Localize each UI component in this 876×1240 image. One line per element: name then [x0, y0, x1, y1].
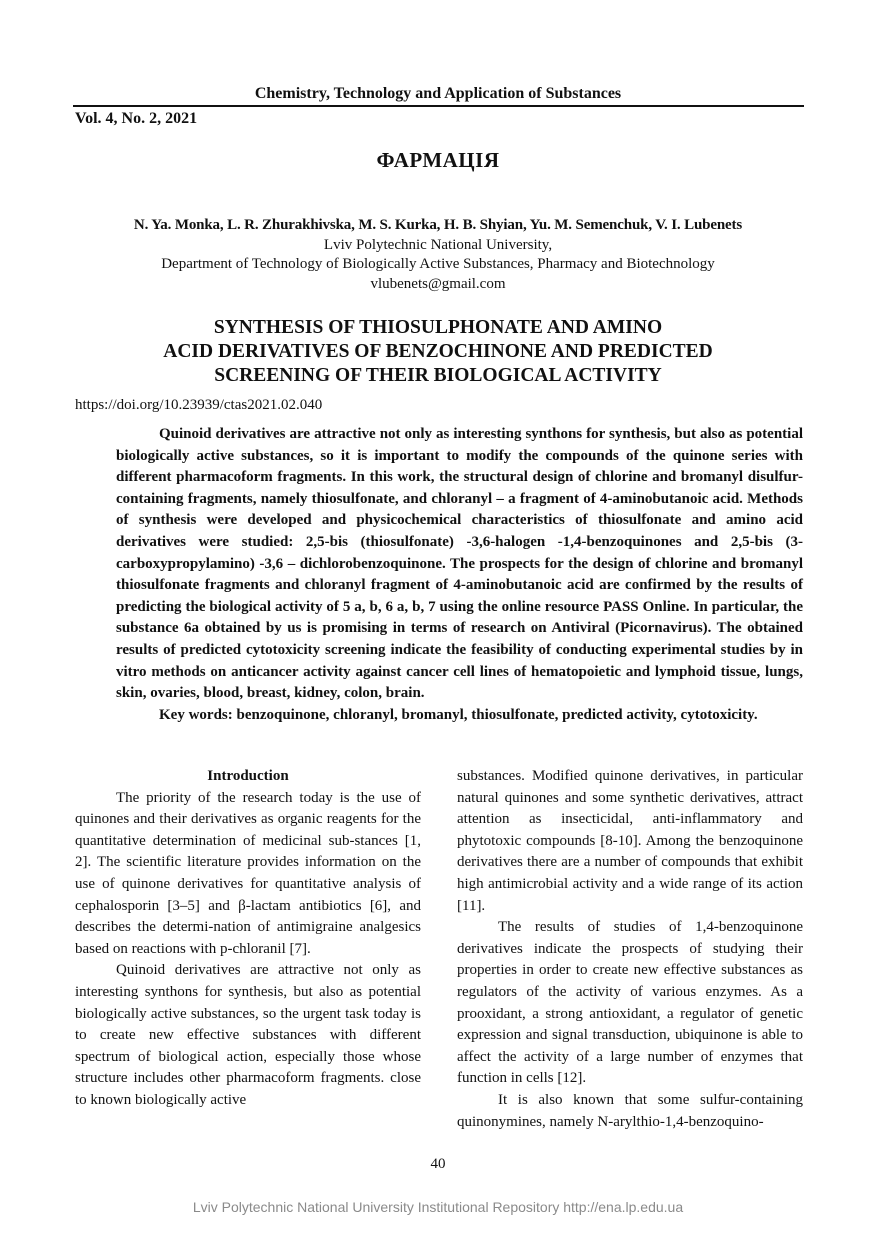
header-divider	[73, 105, 804, 107]
abstract	[116, 424, 803, 726]
paper-title-line: SCREENING OF THEIR BIOLOGICAL ACTIVITY	[214, 365, 662, 386]
volume-issue: Vol. 4, No. 2, 2021	[75, 110, 198, 127]
body-paragraph: substances. Modified quinone derivatives, in particular natural quinones and some synthetic derivatives, attract attention as insecticidal, anti-inflammatory and phytotoxic compounds [8-10]. Among the benzoquinone derivatives there are a number of compounds that exhibit high antimicrobial activity and a wide range of its action [11].	[457, 768, 803, 914]
doi	[75, 395, 322, 415]
left-column	[75, 766, 421, 1112]
abstract-text: Quinoid derivatives are attractive not only as interesting synthons for synthesis, but also as potential biologically active substances, so it is important to modify the compounds of the quinone series with different pharmacoform fragments. In this work, the structural design of chlorine and bromanyl disulfur-containing fragments, namely thiosulfonate, and chloranyl – a fragment of 4-aminobutanoic acid. Methods of synthesis were developed and physicochemical characteristics of thiosulfonate and amino acid derivatives were studied: 2,5-bis (thiosulfonate) -3,6-halogen -1,4-benzoquinones and 2,5-bis (3-carboxypropylamino) -3,6 – dichlorobenzoquinone. The prospects for the design of chlorine and bromanyl thiosulfonate fragments and chloranyl fragment of 4-aminobutanoic acid are confirmed by the results of predicting the biological activity of 5 a, b, 6 a, b, 7 using the online resource PASS Online. In particular, the substance 6a obtained by us is promising in terms of research on Antiviral (Picornavirus). The obtained results of predicted cytotoxicity screening indicate the feasibility of conducting experimental studies by in vitro methods on anticancer activity against cancer cell lines of hematopoietic and lymphoid tissue, lungs, skin, ovaries, blood, breast, kidney, colon, brain.	[116, 426, 803, 702]
body-paragraph: It is also known that some sulfur-containing quinonymines, namely N-arylthio-1,4-benzoquino-	[457, 1091, 803, 1130]
introduction-heading: Introduction	[207, 768, 289, 784]
paper-title-line: ACID DERIVATIVES OF BENZOCHINONE AND PREDICTED	[163, 341, 713, 362]
page-number: 40	[430, 1156, 446, 1172]
journal-name: Chemistry, Technology and Application of Substances	[254, 85, 622, 102]
author-email[interactable]: vlubenets@gmail.com	[370, 275, 506, 292]
affiliation-department: Department of Technology of Biologically Active Substances, Pharmacy and Biotechnology	[161, 256, 715, 272]
authors: N. Ya. Monka, L. R. Zhurakhivska, M. S. Kurka, H. B. Shyian, Yu. M. Semenchuk, V. I. Lubenets	[133, 217, 743, 233]
right-column	[457, 766, 803, 1133]
paper-title	[0, 316, 876, 388]
paper-title-line: SYNTHESIS OF THIOSULPHONATE AND AMINO	[213, 317, 663, 338]
repository-footer: Lviv Polytechnic National University Institutional Repository http://ena.lp.edu.ua	[192, 1199, 684, 1215]
body-paragraph: The results of studies of 1,4-benzoquinone derivatives indicate the prospects of studying their properties in order to create new effective substances as regulators of the activity of various enzymes. As a prooxidant, a strong antioxidant, a regulator of genetic expression and signal transduction, ubiquinone is able to affect the activity of a large number of enzymes that function in cells [12].	[457, 919, 803, 1087]
keywords: Key words: benzoquinone, chloranyl, bromanyl, thiosulfonate, predicted activity, cytotoxicity.	[159, 706, 758, 723]
body-paragraph: The priority of the research today is the use of quinones and their derivatives as organic reagents for the quantitative determination of medicinal sub-stances [1, 2]. The scientific literature provides information on the use of quinone derivatives for quantitative analysis of cephalosporin [3–5] and β-lactam antibiotics [6], and describes the determi-nation of antimigraine analgesics based on reactions with p-chloranil [7].	[75, 789, 421, 957]
affiliation-university: Lviv Polytechnic National University,	[323, 236, 553, 253]
section-title: ФАРМАЦІЯ	[376, 148, 500, 172]
doi-link[interactable]: https://doi.org/10.23939/ctas2021.02.040	[75, 397, 323, 413]
body-paragraph: Quinoid derivatives are attractive not only as interesting synthons for synthesis, but also as potential biologically active substances, so the urgent task today is to create new effective substances with different spectrum of biological action, especially those whose structure includes other pharmacoform fragments. close to known biologically active	[75, 962, 421, 1108]
author-block	[0, 216, 876, 294]
